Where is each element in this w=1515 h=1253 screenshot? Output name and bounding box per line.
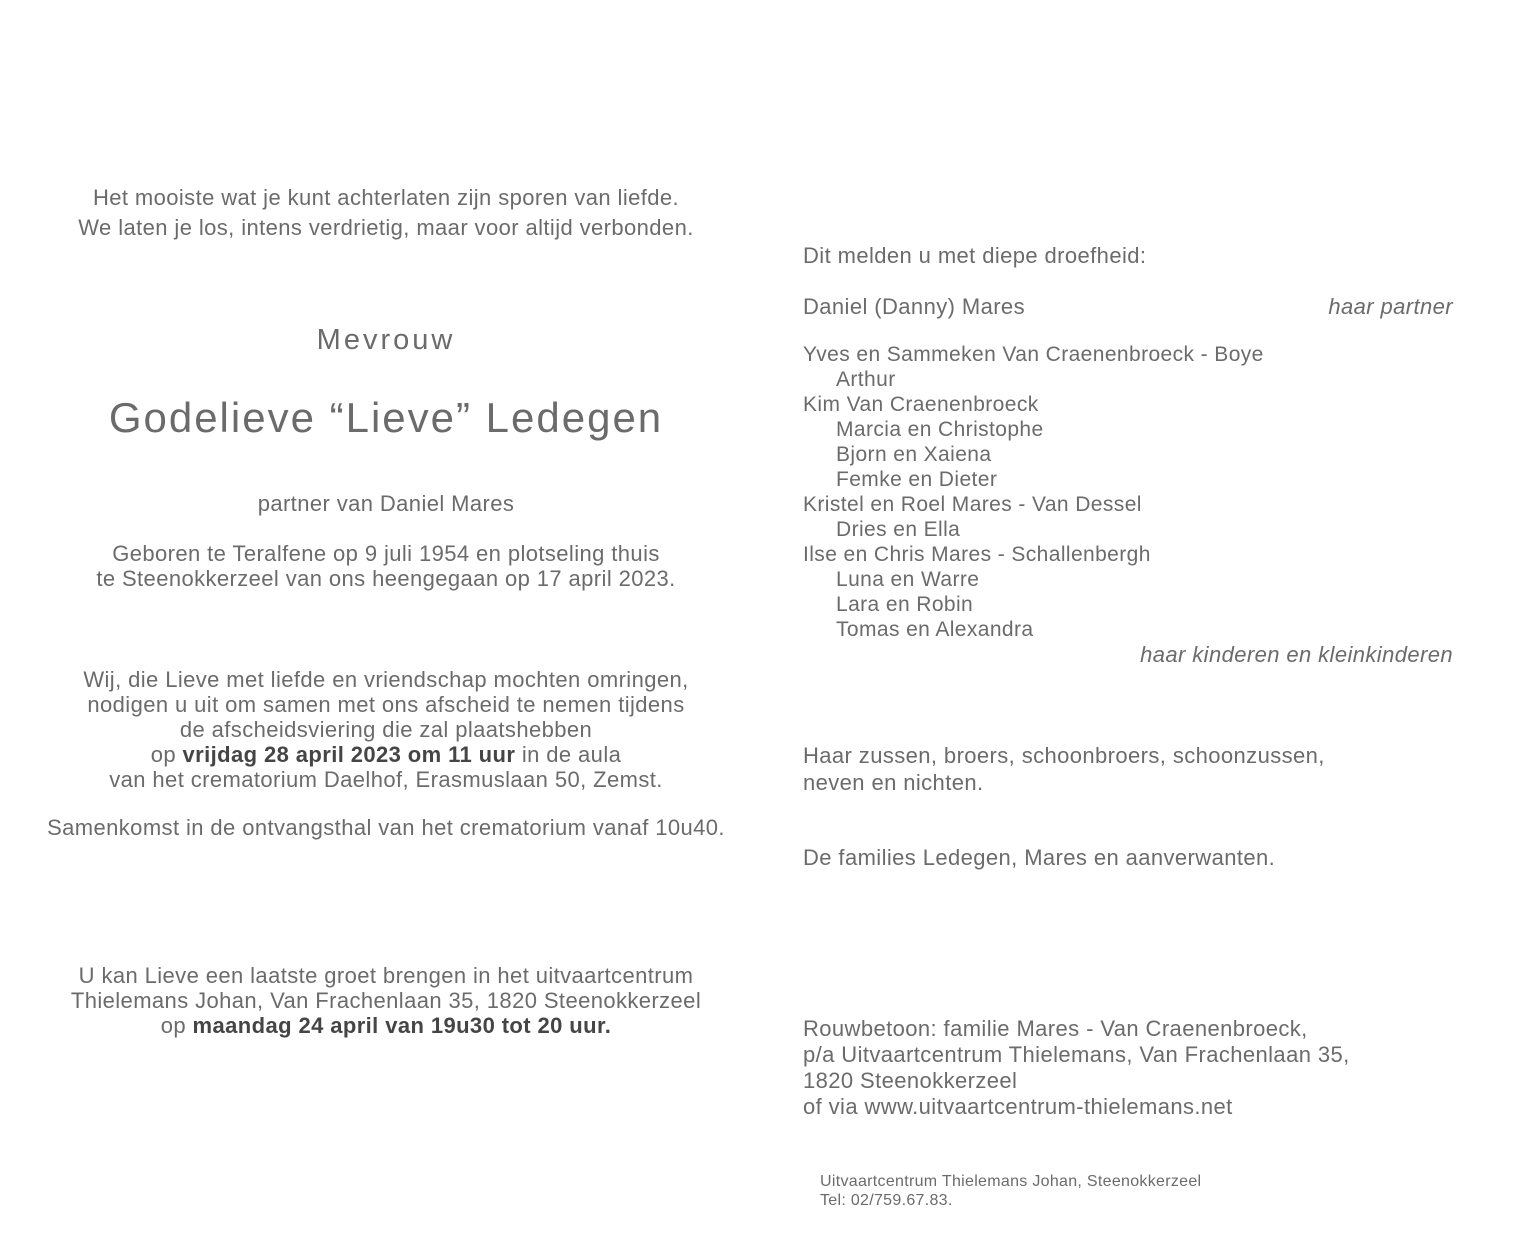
condolence-line: Rouwbetoon: familie Mares - Van Craenenbroeck, — [803, 1016, 1308, 1041]
invitation-line: Wij, die Lieve met liefde en vriendschap mochten omringen, — [83, 667, 689, 692]
footer-line: Uitvaartcentrum Thielemans Johan, Steenokkerzeel — [820, 1173, 1202, 1190]
visit-datetime: maandag 24 april van 19u30 tot 20 uur. — [192, 1013, 612, 1038]
birth-line: te Steenokkerzeel van ons heengegaan op 17 april 2023. — [96, 566, 676, 591]
family-member: Kim Van Craenenbroeck — [803, 393, 1039, 416]
visit-line: Thielemans Johan, Van Frachenlaan 35, 1820 Steenokkerzeel — [70, 988, 702, 1013]
quote-line: Het mooiste wat je kunt achterlaten zijn sporen van liefde. — [92, 185, 680, 210]
quote-line: We laten je los, intens verdrietig, maar voor altijd verbonden. — [78, 215, 694, 240]
family-list — [803, 342, 1453, 642]
family-member: Marcia en Christophe — [836, 418, 1044, 441]
invitation-date-line: op vrijdag 28 april 2023 om 11 uur in de aula — [150, 742, 622, 767]
partner-relation: haar partner — [1328, 294, 1453, 319]
family-member: Femke en Dieter — [836, 468, 998, 491]
relatives-line: Haar zussen, broers, schoonbroers, schoonzussen, — [803, 743, 1325, 768]
footer-line: Tel: 02/759.67.83. — [820, 1192, 953, 1209]
invitation-line: van het crematorium Daelhof, Erasmuslaan 50, Zemst. — [109, 767, 663, 792]
invitation-line: nodigen u uit om samen met ons afscheid te nemen tijdens — [87, 692, 685, 717]
family-member: Yves en Sammeken Van Craenenbroeck - Boye — [803, 343, 1264, 366]
salutation: Mevrouw — [316, 324, 456, 356]
family-member: Arthur — [836, 368, 896, 391]
visit-date-line: op maandag 24 april van 19u30 tot 20 uur. — [160, 1013, 612, 1038]
ceremony-invitation — [0, 667, 772, 792]
funeral-home-footer — [820, 1172, 1420, 1210]
family-member: Tomas en Alexandra — [836, 618, 1034, 641]
birth-line: Geboren te Teralfene op 9 juli 1954 en plotseling thuis — [112, 541, 660, 566]
announcement-line: Dit melden u met diepe droefheid: — [803, 243, 1147, 268]
gathering-info: Samenkomst in de ontvangsthal van het crematorium vanaf 10u40. — [47, 815, 725, 840]
condolence-address — [803, 1016, 1453, 1120]
birth-death-lines — [0, 541, 772, 591]
relatives-paragraph — [803, 742, 1453, 796]
partner-row — [803, 292, 1453, 322]
invitation-line: de afscheidsviering die zal plaatshebben — [179, 717, 593, 742]
partner-line: partner van Daniel Mares — [257, 491, 515, 516]
family-member: Lara en Robin — [836, 593, 974, 616]
memorial-quote — [0, 183, 772, 243]
condolence-website: of via www.uitvaartcentrum-thielemans.net — [803, 1094, 1233, 1119]
partner-name: Daniel (Danny) Mares — [803, 294, 1025, 319]
deceased-name: Godelieve “Lieve” Ledegen — [108, 394, 664, 441]
family-member: Luna en Warre — [836, 568, 980, 591]
families-line: De families Ledegen, Mares en aanverwanten. — [803, 845, 1276, 870]
ceremony-datetime: vrijdag 28 april 2023 om 11 uur — [182, 742, 516, 767]
condolence-line: p/a Uitvaartcentrum Thielemans, Van Frachenlaan 35, — [803, 1042, 1350, 1067]
family-member: Ilse en Chris Mares - Schallenbergh — [803, 543, 1151, 566]
last-greeting-info — [0, 963, 772, 1038]
family-member: Kristel en Roel Mares - Van Dessel — [803, 493, 1142, 516]
visit-line: U kan Lieve een laatste groet brengen in het uitvaartcentrum — [78, 963, 694, 988]
family-member: Bjorn en Xaiena — [836, 443, 992, 466]
family-member: Dries en Ella — [836, 518, 961, 541]
condolence-line: 1820 Steenokkerzeel — [803, 1068, 1018, 1093]
relatives-line: neven en nichten. — [803, 770, 984, 795]
children-relation: haar kinderen en kleinkinderen — [1140, 642, 1453, 667]
